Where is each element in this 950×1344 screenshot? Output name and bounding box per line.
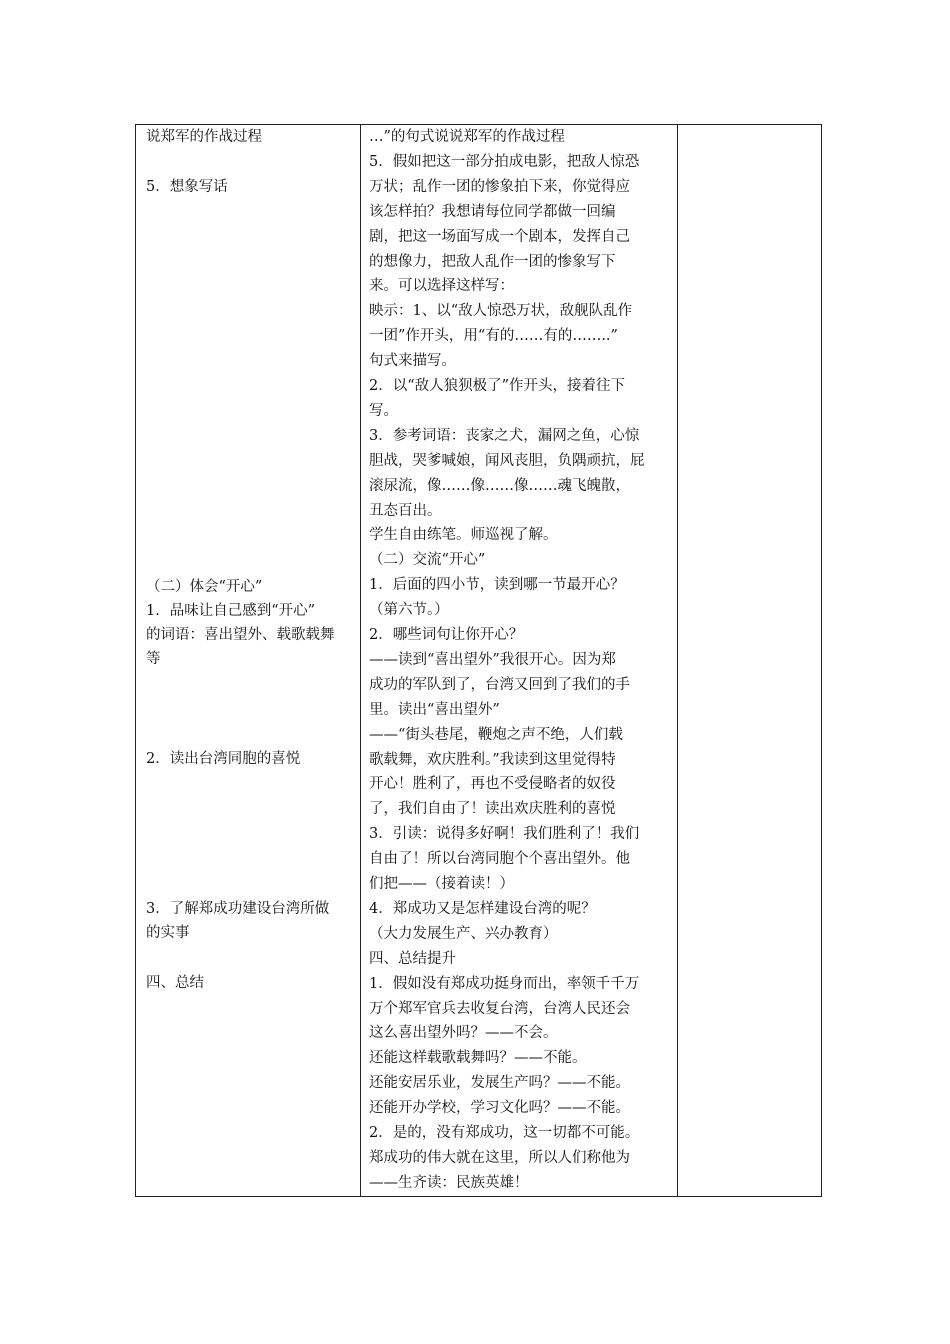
middle-line: 写。 <box>369 402 398 419</box>
left-line: 1．品味让自己感到“开心” <box>146 603 316 619</box>
left-line: 2．读出台湾同胞的喜悦 <box>146 751 301 767</box>
middle-line: 5．假如把这一部分拍成电影，把敌人惊恐 <box>369 153 640 170</box>
left-line: 四、总结 <box>146 975 204 991</box>
middle-line: 开心！胜利了，再也不受侵略者的奴役 <box>369 776 616 793</box>
middle-line: 学生自由练笔。师巡视了解。 <box>369 527 558 544</box>
middle-line: 这么喜出望外吗？——不会。 <box>369 1025 558 1042</box>
left-line: 3．了解郑成功建设台湾所做 <box>146 901 330 917</box>
middle-line: 滚尿流，像……像……像……魂飞魄散， <box>369 477 630 494</box>
middle-line: 万状；乱作一团的惨象拍下来，你觉得应 <box>369 178 630 195</box>
lesson-plan-table <box>135 124 822 1197</box>
middle-line: 胆战，哭爹喊娘，闻风丧胆，负隅顽抗，屁 <box>369 452 645 469</box>
middle-line: 四、总结提升 <box>369 950 456 967</box>
middle-line: 郑成功的伟大就在这里，所以人们称他为 <box>369 1149 630 1166</box>
middle-line: （二）交流“开心” <box>369 552 486 569</box>
notes-cell <box>678 125 822 1197</box>
middle-line: 1．假如没有郑成功挺身而出，率领千千万 <box>369 975 640 992</box>
middle-line: 4．郑成功又是怎样建设台湾的呢？ <box>369 900 596 917</box>
middle-line: 2．以“敌人狼狈极了”作开头，接着往下 <box>369 378 626 394</box>
teaching-goal-cell <box>136 125 361 1197</box>
middle-line: 该怎样拍？我想请每位同学都做一回编 <box>369 203 616 220</box>
middle-line: 来。可以选择这样写： <box>369 278 514 295</box>
middle-line: （大力发展生产、兴办教育） <box>369 925 558 942</box>
middle-line: ——“街头巷尾，鞭炮之声不绝，人们载 <box>369 726 623 743</box>
middle-line: 映示：1、以“敌人惊恐万状，敌舰队乱作 <box>369 303 633 320</box>
middle-line: ——生齐读：民族英雄！ <box>369 1174 529 1191</box>
middle-line: 万个郑军官兵去收复台湾，台湾人民还会 <box>369 1000 630 1017</box>
middle-line: 3．参考词语：丧家之犬，漏网之鱼，心惊 <box>369 427 640 444</box>
middle-line: 歌载舞，欢庆胜利。”我读到这里觉得特 <box>369 751 616 768</box>
middle-line: 丑态百出。 <box>369 502 442 519</box>
middle-line: 自由了！所以台湾同胞个个喜出望外。他 <box>369 851 630 868</box>
middle-line: 成功的军队到了，台湾又回到了我们的手 <box>369 676 630 693</box>
middle-line: …”的句式说说郑军的作战过程 <box>369 129 565 145</box>
right-column-content <box>678 125 821 1196</box>
left-line: 的词语：喜出望外、载歌载舞 <box>146 627 335 643</box>
middle-line: 2．哪些词句让你开心？ <box>369 627 524 643</box>
middle-line: 里。读出“喜出望外” <box>369 701 500 718</box>
middle-line: 3．引读：说得多好啊！我们胜利了！我们 <box>369 826 640 843</box>
middle-line: 了，我们自由了！读出欢庆胜利的喜悦 <box>369 801 616 818</box>
middle-line: 句式来描写。 <box>369 353 456 370</box>
middle-line: 还能这样载歌载舞吗？——不能。 <box>369 1050 587 1067</box>
middle-line: ——读到“喜出望外”我很开心。因为郑 <box>369 651 616 668</box>
teaching-process-cell <box>361 125 678 1197</box>
middle-line: 们把——（接着读！） <box>369 876 514 892</box>
middle-line: 还能安居乐业，发展生产吗？——不能。 <box>369 1075 630 1092</box>
middle-line: 2．是的，没有郑成功，这一切都不可能。 <box>369 1125 640 1141</box>
left-line: 说郑军的作战过程 <box>146 129 262 145</box>
left-line: 的实事 <box>146 925 190 941</box>
middle-column-content <box>361 125 677 1196</box>
middle-line: 1．后面的四小节，读到哪一节最开心？ <box>369 577 625 594</box>
middle-line: 一团”作开头，用“有的……有的……..” <box>369 328 618 345</box>
left-line: 5．想象写话 <box>146 179 228 195</box>
left-line: （二）体会“开心” <box>146 579 263 595</box>
left-column-content <box>136 125 360 1196</box>
middle-line: 剧，把这一场面写成一个剧本，发挥自己 <box>369 228 630 245</box>
middle-line: （第六节。） <box>369 602 449 619</box>
left-line: 等 <box>146 651 161 667</box>
middle-line: 还能开办学校，学习文化吗？——不能。 <box>369 1100 630 1117</box>
middle-line: 的想像力，把敌人乱作一团的惨象写下 <box>369 253 616 270</box>
table-row <box>136 125 822 1197</box>
